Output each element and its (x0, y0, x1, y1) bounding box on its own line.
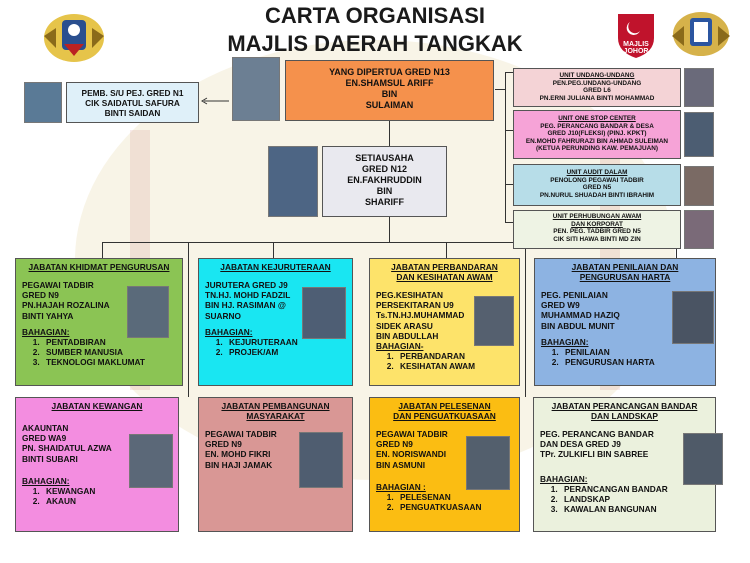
person-photo-icon (684, 166, 714, 206)
person-photo-icon (232, 57, 280, 121)
officer-line: PEG. PERANCANG BANDAR (540, 429, 654, 439)
bahagian-item: 1. PERANCANGAN BANDAR (560, 484, 709, 494)
dept-heading: DAN PENGUATKUASAAN (393, 411, 496, 421)
officer-line: AKAUNTAN (22, 423, 69, 433)
person-photo-icon (129, 434, 173, 488)
person-photo-icon (127, 286, 169, 338)
connector-line (505, 72, 513, 73)
officer-line: BIN ABDUL MUNIT (541, 320, 615, 331)
officer-line: MUHAMMAD HAZIQ (541, 310, 620, 321)
yang-dipertua-line: SULAIMAN (365, 100, 414, 110)
officer-line: GRED WA9 (22, 433, 67, 444)
dept-heading: JABATAN PEMBANGUNAN (221, 401, 330, 411)
bahagian-label: BAHAGIAN- (376, 341, 424, 352)
person-photo-icon (684, 68, 714, 107)
unit-line: GRED N5 (582, 184, 612, 192)
officer-line: BIN HAJI JAMAK (205, 459, 273, 470)
setiausaha-line: BIN (376, 186, 393, 196)
unit-line: EN.MOHD FAHRURAZI BIN AHMAD SULEIMAN (525, 137, 669, 145)
bahagian-label: BAHAGIAN: (540, 473, 588, 484)
officer-line: TN.HJ. MOHD FADZIL (205, 290, 291, 301)
bahagian-item: 1. PENTADBIRAN (42, 337, 176, 347)
bahagian-item: 3. KAWALAN BANGUNAN (560, 504, 709, 514)
officer-line: PN.HAJAH ROZALINA (22, 300, 110, 311)
officer-line: PN. SHAIDATUL AZWA (22, 443, 112, 454)
setiausaha-line: SETIAUSAHA (355, 153, 414, 163)
unit-line: GRED J10(FLEKSI) (PINJ. KPKT) (547, 130, 647, 138)
bahagian-item: 2. AKAUN (42, 496, 172, 506)
unit-line: (KETUA PERUNDING KAW. PEMAJUAN) (536, 145, 658, 153)
pembantu-line: PEMB. S/U PEJ. GRED N1 (81, 88, 184, 98)
bahagian-item: 1. KEWANGAN (42, 486, 172, 496)
officer-line: SIDEK ARASU (376, 320, 433, 331)
connector-line (273, 242, 274, 258)
bahagian-item: 1. PERBANDARAN (396, 351, 513, 361)
officer-line: GRED W9 (541, 300, 580, 311)
unit-line: GRED L6 (583, 87, 611, 95)
yang-dipertua-box (285, 60, 494, 121)
pembantu-line: BINTI SAIDAN (104, 108, 161, 119)
officer-line: JURUTERA GRED J9 (205, 280, 288, 290)
bahagian-item: 2. PENGURUSAN HARTA (561, 357, 709, 367)
bahagian-item: 1. PELESENAN (396, 492, 513, 502)
person-photo-icon (474, 296, 514, 346)
connector-line (188, 242, 189, 397)
dept-heading: PENGURUSAN HARTA (579, 272, 671, 282)
bahagian-label: BAHAGIAN: (22, 475, 70, 486)
bahagian-item: 1. KEJURUTERAAN (225, 337, 346, 347)
person-photo-icon (672, 291, 714, 344)
unit-line: PN.NURUL SHUADAH BINTI IBRAHIM (539, 191, 655, 199)
svg-text:MAJLIS: MAJLIS (623, 41, 649, 48)
connector-line (505, 130, 513, 131)
officer-line: BINTI SUBARI (22, 453, 78, 464)
dept-heading: MASYARAKAT (246, 411, 305, 421)
unit-undang-box (513, 68, 681, 107)
title-line1: CARTA ORGANISASI (265, 3, 485, 28)
bahagian-item: 2. LANDSKAP (560, 494, 709, 504)
unit-heading: UNIT UNDANG-UNDANG (559, 72, 635, 79)
officer-line: BIN HJ. RASIMAN @ (205, 300, 286, 311)
state-crest-icon (668, 6, 734, 60)
connector-line (505, 72, 506, 223)
bahagian-item: 2. SUMBER MANUSIA (42, 347, 176, 357)
bahagian-label: BAHAGIAN: (22, 326, 70, 337)
officer-line: BIN ASMUNI (376, 459, 426, 470)
setiausaha-line: SHARIFF (365, 197, 404, 207)
unit-heading: UNIT PERHUBUNGAN AWAM (552, 213, 642, 220)
bahagian-item: 3. TEKNOLOGI MAKLUMAT (42, 357, 176, 367)
person-photo-icon (299, 432, 343, 488)
unit-osc-box (513, 110, 681, 159)
dept-heading: JABATAN KEJURUTERAAN (220, 262, 331, 272)
yang-dipertua-line: BIN (381, 89, 398, 99)
setiausaha-line: GRED N12 (361, 164, 407, 174)
dept-heading: JABATAN PELESENAN (398, 401, 491, 411)
officer-line: Ts.TN.HJ.MUHAMMAD (376, 310, 465, 321)
officer-line: EN. NORISWANDI (376, 449, 447, 460)
connector-line (102, 242, 103, 258)
person-photo-icon (683, 433, 723, 485)
bahagian-item: 2. KESIHATAN AWAM (396, 361, 513, 371)
officer-line: GRED N9 (376, 439, 413, 450)
officer-line: EN. MOHD FIKRI (205, 449, 271, 460)
unit-perhubungan-box (513, 210, 681, 249)
bahagian-label: BAHAGIAN : (376, 481, 426, 492)
dept-heading: DAN LANDSKAP (591, 411, 658, 421)
dept-heading: JABATAN PERANCANGAN BANDAR (551, 401, 698, 411)
officer-line: GRED N9 (205, 439, 242, 450)
setiausaha-box (322, 146, 447, 217)
officer-line: TPr. ZULKIFLI BIN SABREE (540, 449, 649, 460)
bahagian-label: BAHAGIAN: (205, 326, 253, 337)
officer-line: PEG.KESIHATAN (376, 290, 443, 300)
dept-heading: DAN KESIHATAN AWAM (396, 272, 493, 282)
person-photo-icon (24, 82, 62, 123)
connector-line (446, 242, 447, 258)
officer-line: PEGAWAI TADBIR (22, 280, 94, 290)
officer-line: SUARNO (205, 310, 241, 321)
yang-dipertua-line: EN.SHAMSUL ARIFF (345, 78, 434, 88)
dept-heading: JABATAN PENILAIAN DAN (571, 262, 679, 272)
unit-line: PENOLONG PEGAWAI TADBIR (550, 176, 644, 184)
majlis-johor-logo-icon (612, 8, 660, 60)
person-photo-icon (466, 436, 510, 490)
officer-line: PEGAWAI TADBIR (376, 429, 448, 439)
connector-line (505, 222, 513, 223)
officer-line: GRED N9 (22, 290, 59, 301)
officer-line: DAN DESA GRED J9 (540, 439, 621, 450)
unit-line: PEG. PERANCANG BANDAR & DESA (540, 122, 654, 130)
arrow-left-icon (201, 97, 229, 105)
connector-line (495, 89, 505, 90)
connector-line (525, 242, 526, 397)
person-photo-icon (684, 112, 714, 157)
unit-line: PEN. PEG. TADBIR GRED N5 (553, 228, 641, 236)
dept-heading: JABATAN KEWANGAN (51, 401, 143, 411)
officer-line: BIN ABDULLAH (376, 330, 439, 341)
officer-line: PEG. PENILAIAN (541, 290, 608, 300)
svg-text:JOHOR: JOHOR (623, 48, 649, 55)
title-line2: MAJLIS DAERAH TANGKAK (227, 31, 523, 56)
officer-line: PERSEKITARAN U9 (376, 300, 454, 311)
yang-dipertua-line: YANG DIPERTUA GRED N13 (329, 67, 450, 77)
unit-line: PEN.PEG.UNDANG-UNDANG (552, 79, 642, 87)
officer-line: BINTI YAHYA (22, 310, 74, 321)
bahagian-label: BAHAGIAN: (541, 336, 589, 347)
pembantu-line: CIK SAIDATUL SAFURA (85, 98, 180, 109)
connector-line (389, 217, 390, 242)
connector-line (505, 184, 513, 185)
unit-line: CIK SITI HAWA BINTI MD ZIN (553, 235, 641, 243)
officer-line: PEGAWAI TADBIR (205, 429, 277, 439)
bahagian-item: 1. PENILAIAN (561, 347, 709, 357)
dept-heading: JABATAN KHIDMAT PENGURUSAN (28, 262, 170, 272)
johor-crest-icon (36, 8, 112, 66)
unit-audit-box (513, 164, 681, 206)
pembantu-box (66, 82, 199, 123)
person-photo-icon (268, 146, 318, 217)
unit-heading: UNIT AUDIT DALAM (566, 169, 628, 176)
bahagian-item: 2. PENGUATKUASAAN (396, 502, 513, 512)
setiausaha-line: EN.FAKHRUDDIN (347, 175, 422, 185)
unit-heading: DAN KORPORAT (571, 220, 623, 228)
connector-line (389, 121, 390, 146)
person-photo-icon (684, 210, 714, 249)
unit-line: PN.ERNI JULIANA BINTI MOHAMMAD (539, 94, 655, 102)
person-photo-icon (302, 287, 346, 339)
dept-heading: JABATAN PERBANDARAN (391, 262, 498, 272)
unit-heading: UNIT ONE STOP CENTER (558, 115, 636, 122)
bahagian-item: 2. PROJEK/AM (225, 347, 346, 357)
